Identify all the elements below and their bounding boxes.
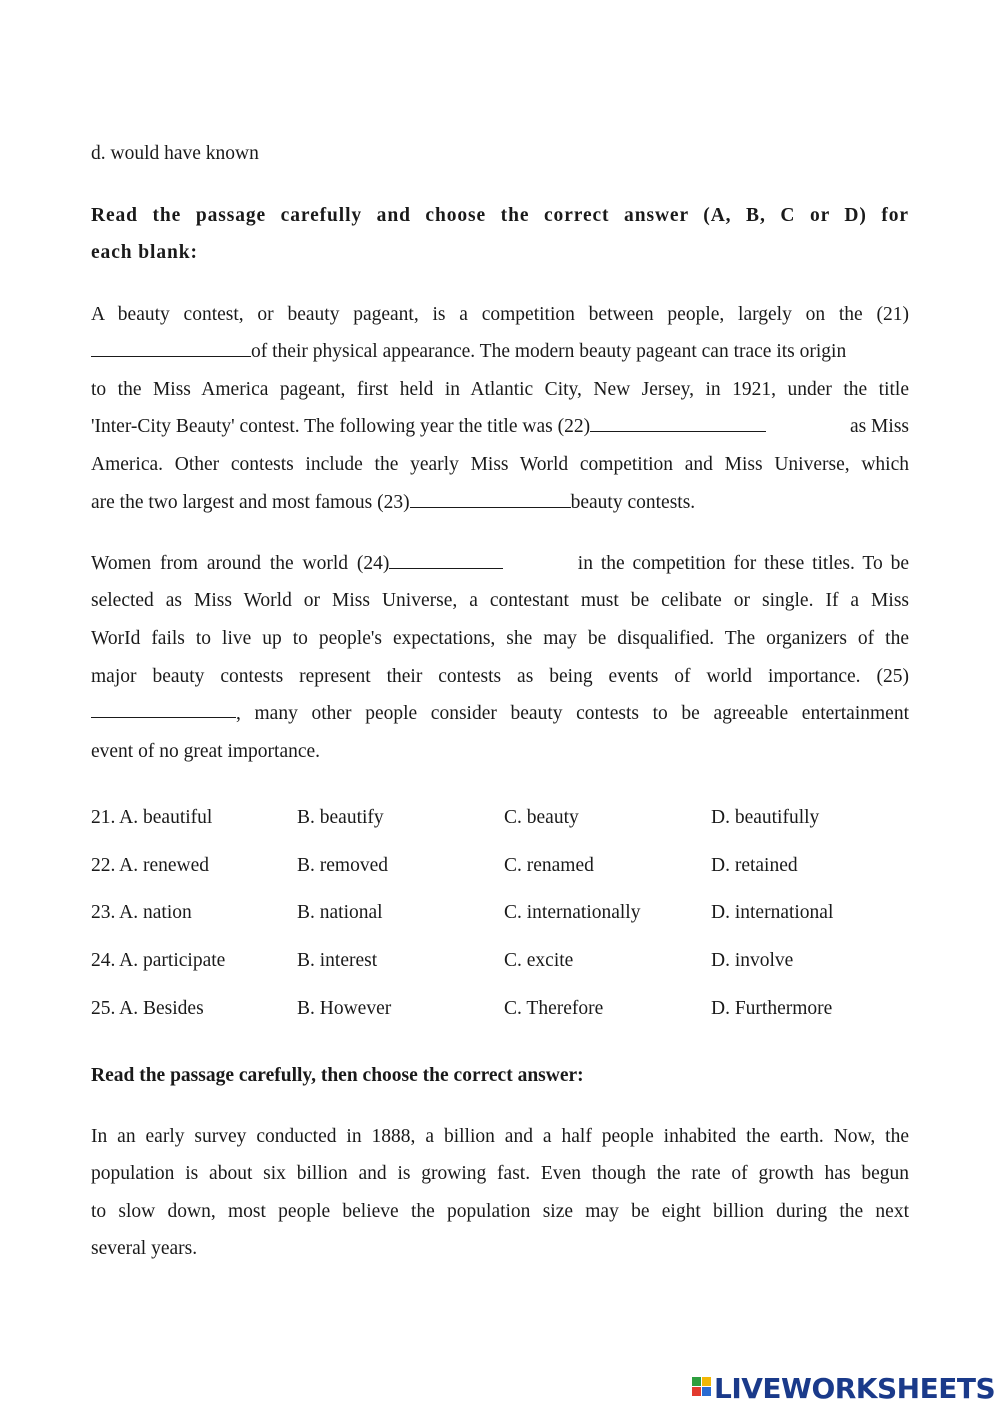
passage-text: as Miss bbox=[849, 416, 909, 437]
option-a[interactable]: 23. A. nation bbox=[91, 902, 192, 923]
passage1-line bbox=[91, 333, 909, 371]
option-c[interactable]: C. internationally bbox=[504, 902, 641, 923]
option-a[interactable]: 21. A. beautiful bbox=[91, 807, 213, 828]
passage-text: beauty contests. bbox=[570, 492, 696, 513]
passage-text: are the two largest and most famous (23) bbox=[91, 492, 410, 513]
option-d[interactable]: D. Furthermore bbox=[711, 998, 833, 1019]
section2-heading: Read the passage carefully, then choose the correct answer: bbox=[91, 1065, 584, 1086]
passage1-line bbox=[91, 695, 909, 733]
option-d[interactable]: D. international bbox=[711, 902, 834, 923]
option-b[interactable]: B. beautify bbox=[297, 807, 384, 828]
previous-option: d. would have known bbox=[91, 143, 259, 164]
passage-text: in the competition for these titles. To be bbox=[577, 553, 909, 574]
passage-text: of their physical appearance. The modern beauty pageant can trace its origin bbox=[251, 341, 847, 362]
question-21 bbox=[91, 803, 909, 833]
passage-text: 'Inter-City Beauty' contest. The following year the title was (22) bbox=[91, 416, 591, 437]
passage1-line bbox=[91, 484, 909, 522]
option-d[interactable]: D. involve bbox=[711, 950, 794, 971]
option-c[interactable]: C. beauty bbox=[504, 807, 579, 828]
passage-text: , many other people consider beauty contests to be agreeable entertainment bbox=[236, 703, 909, 724]
passage2-line: to slow down, most people believe the population size may be eight billion during the next bbox=[91, 1201, 909, 1222]
passage2-line: population is about six billion and is growing fast. Even though the rate of growth has begun bbox=[91, 1163, 909, 1184]
passage2-line: several years. bbox=[91, 1238, 198, 1259]
option-a[interactable]: 22. A. renewed bbox=[91, 855, 210, 876]
option-c[interactable]: C. renamed bbox=[504, 855, 594, 876]
section1-heading-line1: Read the passage carefully and choose the correct answer (A, B, C or D) for bbox=[91, 205, 909, 226]
question-24 bbox=[91, 946, 909, 976]
passage1-line: major beauty contests represent their contests as being events of world importance. (25) bbox=[91, 666, 909, 687]
option-b[interactable]: B. interest bbox=[297, 950, 378, 971]
liveworksheets-logo-text: LIVEWORKSHEETS bbox=[714, 1372, 996, 1405]
blank-25[interactable] bbox=[91, 695, 236, 718]
option-b[interactable]: B. However bbox=[297, 998, 392, 1019]
blank-24[interactable] bbox=[389, 546, 503, 569]
option-a[interactable]: 24. A. participate bbox=[91, 950, 226, 971]
passage1-line: event of no great importance. bbox=[91, 741, 321, 762]
passage1-line: to the Miss America pageant, first held in Atlantic City, New Jersey, in 1921, under the title bbox=[91, 379, 909, 400]
liveworksheets-logo-icon bbox=[691, 1375, 711, 1403]
blank-23[interactable] bbox=[410, 485, 571, 508]
question-22 bbox=[91, 851, 909, 881]
passage2-line: In an early survey conducted in 1888, a billion and a half people inhabited the earth. Now, the bbox=[91, 1126, 909, 1147]
passage1-line bbox=[91, 545, 909, 583]
option-a[interactable]: 25. A. Besides bbox=[91, 998, 204, 1019]
question-25 bbox=[91, 994, 909, 1024]
passage1-line: WorId fails to live up to people's expectations, she may be disqualified. The organizers of the bbox=[91, 628, 909, 649]
question-23 bbox=[91, 898, 909, 928]
passage1-line: A beauty contest, or beauty pageant, is a competition between people, largely on the (21) bbox=[91, 304, 909, 325]
option-d[interactable]: D. retained bbox=[711, 855, 798, 876]
liveworksheets-logo[interactable] bbox=[691, 1373, 995, 1405]
section1-heading-line2: each blank: bbox=[91, 242, 198, 263]
blank-22[interactable] bbox=[590, 409, 766, 432]
option-b[interactable]: B. removed bbox=[297, 855, 388, 876]
option-d[interactable]: D. beautifully bbox=[711, 807, 820, 828]
option-c[interactable]: C. Therefore bbox=[504, 998, 604, 1019]
passage1-line: selected as Miss World or Miss Universe, a contestant must be celibate or single. If a Miss bbox=[91, 590, 909, 611]
passage1-line bbox=[91, 408, 909, 446]
passage-text: Women from around the world (24) bbox=[91, 553, 390, 574]
option-c[interactable]: C. excite bbox=[504, 950, 574, 971]
option-b[interactable]: B. national bbox=[297, 902, 383, 923]
blank-21[interactable] bbox=[91, 334, 251, 357]
passage1-line: America. Other contests include the yearly Miss World competition and Miss Universe, which bbox=[91, 454, 909, 475]
